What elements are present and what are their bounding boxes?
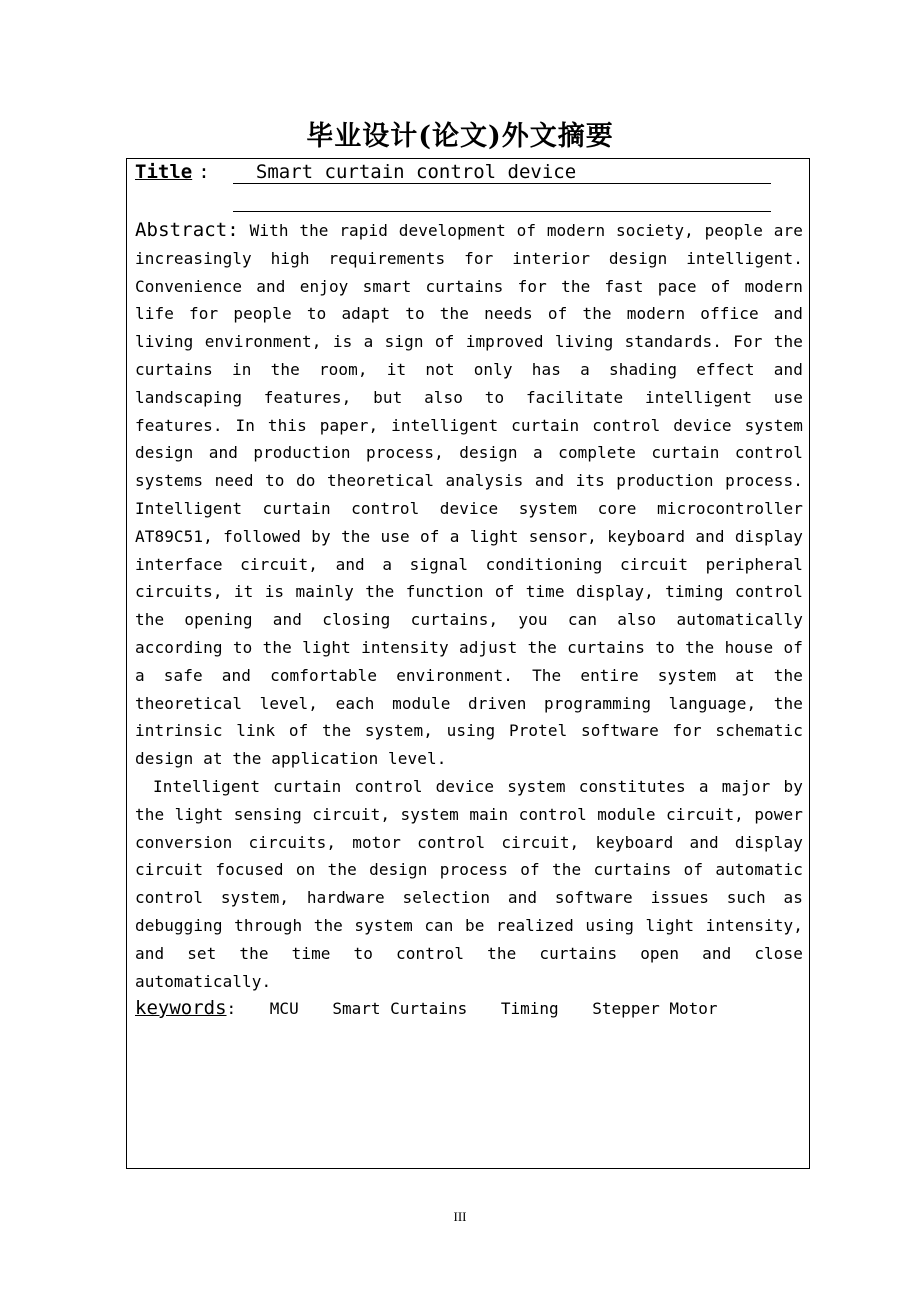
abstract-label: Abstract: bbox=[135, 219, 239, 241]
title-label: Title bbox=[135, 161, 193, 183]
title-value: Smart curtain control device bbox=[233, 161, 771, 184]
keyword-item: MCU bbox=[269, 999, 299, 1018]
abstract-frame bbox=[126, 158, 810, 1169]
abstract-body bbox=[135, 217, 803, 995]
title-underline-2 bbox=[233, 211, 771, 212]
abstract-text-1: With the rapid development of modern society, people are increasingly high requirements for interior design intelligent. Convenience and enjoy smart curtains for the fast pace of modern life for people to adapt to the needs of the modern office and living environment, is a sign of improved living standards. For the curtains in the room, it not only has a shading effect and landscaping features, but also to facilitate intelligent use features. In this paper, intelligent curtain control device system design and production process, design a complete curtain control systems need to do theoretical analysis and its production process. Intelligent curtain control device system core microcontroller AT89C51, followed by the use of a light sensor, keyboard and display interface circuit, and a signal conditioning circuit peripheral circuits, it is mainly the function of time display, timing control the opening and closing curtains, you can also automatically according to the light intensity adjust the curtains to the house of a safe and comfortable environment. The entire system at the theoretical level, each module driven programming language, the intrinsic link of the system, using Protel software for schematic design at the application level. bbox=[135, 221, 803, 769]
keywords-label: keywords bbox=[135, 997, 227, 1019]
keywords-colon: : bbox=[226, 999, 237, 1018]
page-title: 毕业设计(论文)外文摘要 bbox=[306, 121, 614, 152]
title-row bbox=[135, 161, 210, 183]
keywords-row bbox=[135, 997, 718, 1019]
abstract-paragraph-1 bbox=[135, 217, 803, 773]
keyword-item: Smart Curtains bbox=[332, 999, 468, 1018]
keyword-item: Stepper Motor bbox=[592, 999, 718, 1018]
abstract-paragraph-2: Intelligent curtain control device system constitutes a major by the light sensing circuit, system main control module circuit, power conversion circuits, motor control circuit, keyboard and display circuit focused on the design process of the curtains of automatic control system, hardware selection and software issues such as debugging through the system can be realized using light intensity, and set the time to control the curtains open and close automatically. bbox=[135, 776, 803, 991]
title-colon: : bbox=[198, 161, 210, 183]
keyword-item: Timing bbox=[500, 999, 559, 1018]
page-number: III bbox=[453, 1209, 467, 1224]
